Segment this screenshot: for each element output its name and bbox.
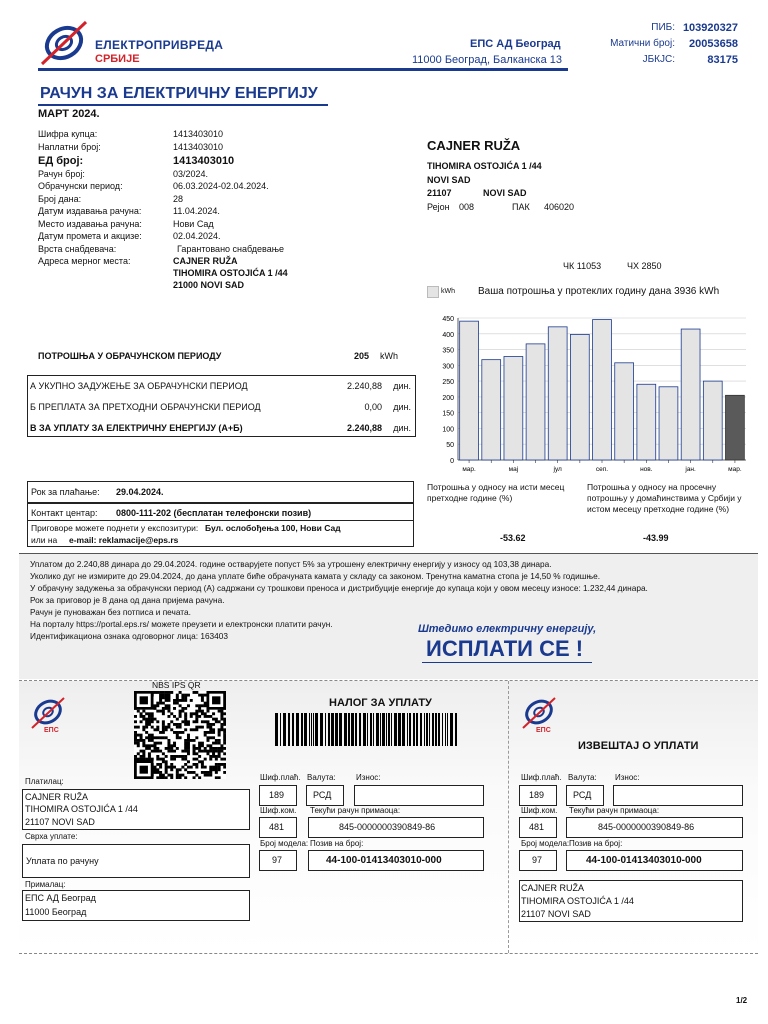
field-row: ЕД број: 1413403010 <box>38 155 235 167</box>
model-value-right: 97 <box>532 855 543 865</box>
logo-line1: ЕЛЕКТРОПРИВРЕДА <box>95 38 224 52</box>
charge-row: Б ПРЕПЛАТА ЗА ПРЕТХОДНИ ОБРАЧУНСКИ ПЕРИОД 0,00 дин. <box>30 402 411 412</box>
comparison-right-label: Потрошња у односу на просечну потрошњу у домаћинствима у Србији у истом месецу претходне године (%) <box>587 482 742 514</box>
chart-y-tick: 200 <box>442 394 454 402</box>
company-address: 11000 Београд, Балканска 13 <box>412 54 563 66</box>
qr-code-icon <box>134 691 226 779</box>
chart-bar <box>726 395 745 460</box>
consumption-value: 205 <box>354 351 370 361</box>
chart-bar <box>615 363 634 460</box>
eps-logo-icon <box>38 20 90 66</box>
or-email: или на <box>31 535 58 545</box>
barcode-icon <box>273 713 463 746</box>
payer-line: CAJNER RUŽA <box>25 792 89 802</box>
chart-x-tick: мар. <box>728 466 742 473</box>
chart-bar <box>548 327 567 460</box>
contact-divider <box>27 520 414 521</box>
model-label-right: Број модела: <box>521 839 570 848</box>
charges-list <box>30 379 414 442</box>
recipient-label: Прималац: <box>25 880 66 889</box>
chart-y-tick: 250 <box>442 379 454 387</box>
field-row: Адреса мерног места: CAJNER RUŽA <box>38 256 238 266</box>
chart-y-tick: 150 <box>442 410 454 418</box>
chart-y-tick: 100 <box>442 426 454 434</box>
chart-y-tick: 0 <box>450 458 454 465</box>
purpose-label: Сврха уплате: <box>25 832 78 841</box>
field-row: Врста снабдевача: Гарантовано снабдевање <box>38 244 285 254</box>
ref-value-right: 44-100-01413403010-000 <box>586 855 702 866</box>
contact-label: Контакт центар: <box>31 508 98 518</box>
qr-label: NBS IPS QR <box>152 680 201 690</box>
code-value-right: 189 <box>529 790 545 800</box>
customer-chh: ЧХ 2850 <box>627 261 662 271</box>
title-underline <box>38 104 328 106</box>
notice-line: Уплатом до 2.240,88 динара до 29.04.2024. године остварујете попуст 5% за утрошену електричну енергију у износу од 103,38 динара. <box>30 559 552 569</box>
email[interactable]: e-mail: reklamacije@eps.rs <box>69 535 179 545</box>
charge-row: В ЗА УПЛАТУ ЗА ЕЛЕКТРИЧНУ ЕНЕРГИЈУ (А+Б) 2.240,88 дин. <box>30 423 411 433</box>
notice-line: На порталу https://portal.eps.rs/ можете преузети и електронски платити рачун. <box>30 619 333 629</box>
comparison-left-label: Потрошња у односу на исти месец претходне године (%) <box>427 482 565 503</box>
model-label: Број модела: <box>260 839 309 848</box>
chart-bar <box>570 334 589 460</box>
comparison-left-value: -53.62 <box>500 533 526 543</box>
due-label: Рок за плаћање: <box>31 487 100 497</box>
slip-logo-text-right: ЕПС <box>536 727 551 734</box>
currency-value: РСД <box>313 790 332 800</box>
amount-label: Износ: <box>356 773 381 782</box>
chart-bar <box>659 387 678 460</box>
account-value-right: 845-0000000390849-86 <box>598 822 695 832</box>
report-title: ИЗВЕШТАЈ О УПЛАТИ <box>578 740 699 752</box>
chart-bar <box>703 381 722 460</box>
field-row: Рачун број: 03/2024. <box>38 169 209 179</box>
customer-pak-label: ПАК <box>512 202 530 212</box>
chart-legend-swatch <box>427 286 439 298</box>
bill-period: МАРТ 2024. <box>38 108 100 120</box>
contact-value: 0800-111-202 (бесплатан телефонски позив) <box>116 508 312 518</box>
logo-line2: СРБИЈЕ <box>95 53 140 65</box>
chart-bar <box>681 329 700 460</box>
model-code-value: 481 <box>269 822 285 832</box>
currency-label: Валута: <box>307 773 336 782</box>
field-row: Датум издавања рачуна: 11.04.2024. <box>38 206 220 216</box>
customer-street: TIHOMIRA OSTOJIĆA 1 /44 <box>427 161 542 171</box>
amount-box-right[interactable] <box>613 785 743 806</box>
account-label-right: Текући рачун примаоца: <box>569 806 660 815</box>
ref-value: 44-100-01413403010-000 <box>326 855 442 866</box>
amount-label-right: Износ: <box>615 773 640 782</box>
currency-label-right: Валута: <box>568 773 597 782</box>
field-row: Шифра купца: 1413403010 <box>38 129 224 139</box>
slogan-underline <box>422 662 592 663</box>
code-value: 189 <box>269 790 285 800</box>
field-row: Број дана: 28 <box>38 194 184 204</box>
ref-label-right: Позив на број: <box>569 839 623 848</box>
customer-city: NOVI SAD <box>483 188 527 198</box>
chart-x-tick: мај <box>508 466 519 473</box>
report-payer-line: CAJNER RUŽA <box>521 883 585 893</box>
customer-chk: ЧК 11053 <box>563 261 602 271</box>
customer-name: CAJNER RUŽA <box>427 138 521 153</box>
meter-address-line2: TIHOMIRA OSTOJIĆA 1 /44 <box>173 268 288 278</box>
chart-bar <box>460 321 479 460</box>
chart-bar <box>593 320 612 460</box>
slip-divider <box>508 681 509 953</box>
customer-pak: 406020 <box>544 202 575 212</box>
bill-fields <box>38 129 378 292</box>
code-label-right: Шиф.плаћ. <box>521 773 562 782</box>
ref-label: Позив на број: <box>310 839 364 848</box>
customer-zip: 21107 <box>427 188 452 198</box>
slogan-line1: Штедимо електричну енергију, <box>418 623 597 635</box>
chart-x-tick: мар. <box>462 466 476 473</box>
recipient-line: 11000 Београд <box>25 907 87 917</box>
notice-line: Идентификациона ознака одговорног лица: 163403 <box>30 631 229 641</box>
report-payer-line: TIHOMIRA OSTOJIĆA 1 /44 <box>521 896 634 906</box>
chart-title: Ваша потрошња у протеклих годину дана 3936 kWh <box>478 286 720 297</box>
notice-line: Рачун је пуноважан без потписа и печата. <box>30 607 191 617</box>
chart-bar <box>482 360 501 460</box>
model-code-label: Шиф.ком. <box>260 806 297 815</box>
consumption-label: ПОТРОШЊА У ОБРАЧУНСКОМ ПЕРИОДУ <box>38 351 222 361</box>
payer-line: TIHOMIRA OSTOJIĆA 1 /44 <box>25 804 138 814</box>
id-mb: Матични број: 20053658 <box>610 38 738 50</box>
payer-line: 21107 NOVI SAD <box>25 817 95 827</box>
chart-bar <box>504 356 523 460</box>
amount-box[interactable] <box>354 785 484 806</box>
chart-y-tick: 400 <box>442 331 454 339</box>
chart-y-tick: 50 <box>446 442 454 450</box>
model-code-label-right: Шиф.ком. <box>521 806 558 815</box>
model-value: 97 <box>272 855 283 865</box>
notice-line: У обрачуну задужења за обрачунски период (А) садржани су трошкови преноса и дистрибуције енергије до купаца који у овом месецу износе: 1.232,44 динара. <box>30 583 648 593</box>
purpose-value: Уплата по рачуну <box>26 856 99 866</box>
notice-line: Уколико дуг не измирите до 29.04.2024, до дана уплате биће обрачуната камата у складу са законом. Тренутна каматна стопа је 14,50 % годишње. <box>30 571 601 581</box>
company-ids <box>595 22 740 70</box>
chart-bar <box>526 344 545 460</box>
eps-logo <box>38 20 90 66</box>
payer-label: Платилац: <box>25 777 64 786</box>
consumption-chart <box>430 310 750 482</box>
customer-city-label: NOVI SAD <box>427 175 471 185</box>
chart-y-tick: 450 <box>442 316 454 323</box>
complaint-addr: Бул. ослобођења 100, Нови Сад <box>205 523 341 533</box>
field-row: Датум промета и акцизе: 02.04.2024. <box>38 231 221 241</box>
field-row: Место издавања рачуна: Нови Сад <box>38 219 214 229</box>
chart-x-tick: јул <box>553 466 562 473</box>
customer-region-label: Рејон <box>427 202 450 212</box>
account-value: 845-0000000390849-86 <box>339 822 436 832</box>
chart-bar <box>637 384 656 460</box>
model-code-value-right: 481 <box>529 822 545 832</box>
due-value: 29.04.2024. <box>116 487 164 497</box>
chart-x-tick: сеп. <box>595 466 609 473</box>
comparison-right-value: -43.99 <box>643 533 669 543</box>
consumption-unit: kWh <box>380 351 398 361</box>
report-payer-line: 21107 NOVI SAD <box>521 909 591 919</box>
notice-line: Рок за приговор је 8 дана од дана пријема рачуна. <box>30 595 225 605</box>
recipient-line: ЕПС АД Београд <box>25 893 96 903</box>
chart-x-tick: нов. <box>640 466 653 473</box>
slip-logo-text: ЕПС <box>44 727 59 734</box>
slogan-line2: ИСПЛАТИ СЕ ! <box>426 636 584 661</box>
meter-address-line3: 21000 NOVI SAD <box>173 280 245 290</box>
chart-y-tick: 350 <box>442 347 454 355</box>
logo-underline <box>38 68 568 71</box>
field-row: Наплатни број: 1413403010 <box>38 142 224 152</box>
slip-bottom-line <box>19 953 758 954</box>
charge-row: А УКУПНО ЗАДУЖЕЊЕ ЗА ОБРАЧУНСКИ ПЕРИОД 2.240,88 дин. <box>30 381 411 391</box>
notices <box>30 558 730 642</box>
order-title: НАЛОГ ЗА УПЛАТУ <box>329 697 432 709</box>
page-number: 1/2 <box>736 996 748 1005</box>
account-label: Текући рачун примаоца: <box>310 806 401 815</box>
code-label: Шиф.плаћ. <box>260 773 301 782</box>
currency-value-right: РСД <box>573 790 592 800</box>
bill-title: РАЧУН ЗА ЕЛЕКТРИЧНУ ЕНЕРГИЈУ <box>40 85 318 102</box>
id-pib: ПИБ: 103920327 <box>651 22 738 34</box>
chart-x-tick: јан. <box>685 466 696 473</box>
complaint-text: Приговоре можете поднети у експозитури: <box>31 523 199 533</box>
chart-legend-unit: kWh <box>441 288 455 295</box>
company-name: ЕПС АД Београд <box>470 38 561 50</box>
customer-region: 008 <box>459 202 475 212</box>
id-jbkjs: ЈБКЈС: 83175 <box>642 54 738 66</box>
field-row: Обрачунски период: 06.03.2024-02.04.2024. <box>38 181 269 191</box>
chart-y-tick: 300 <box>442 363 454 371</box>
